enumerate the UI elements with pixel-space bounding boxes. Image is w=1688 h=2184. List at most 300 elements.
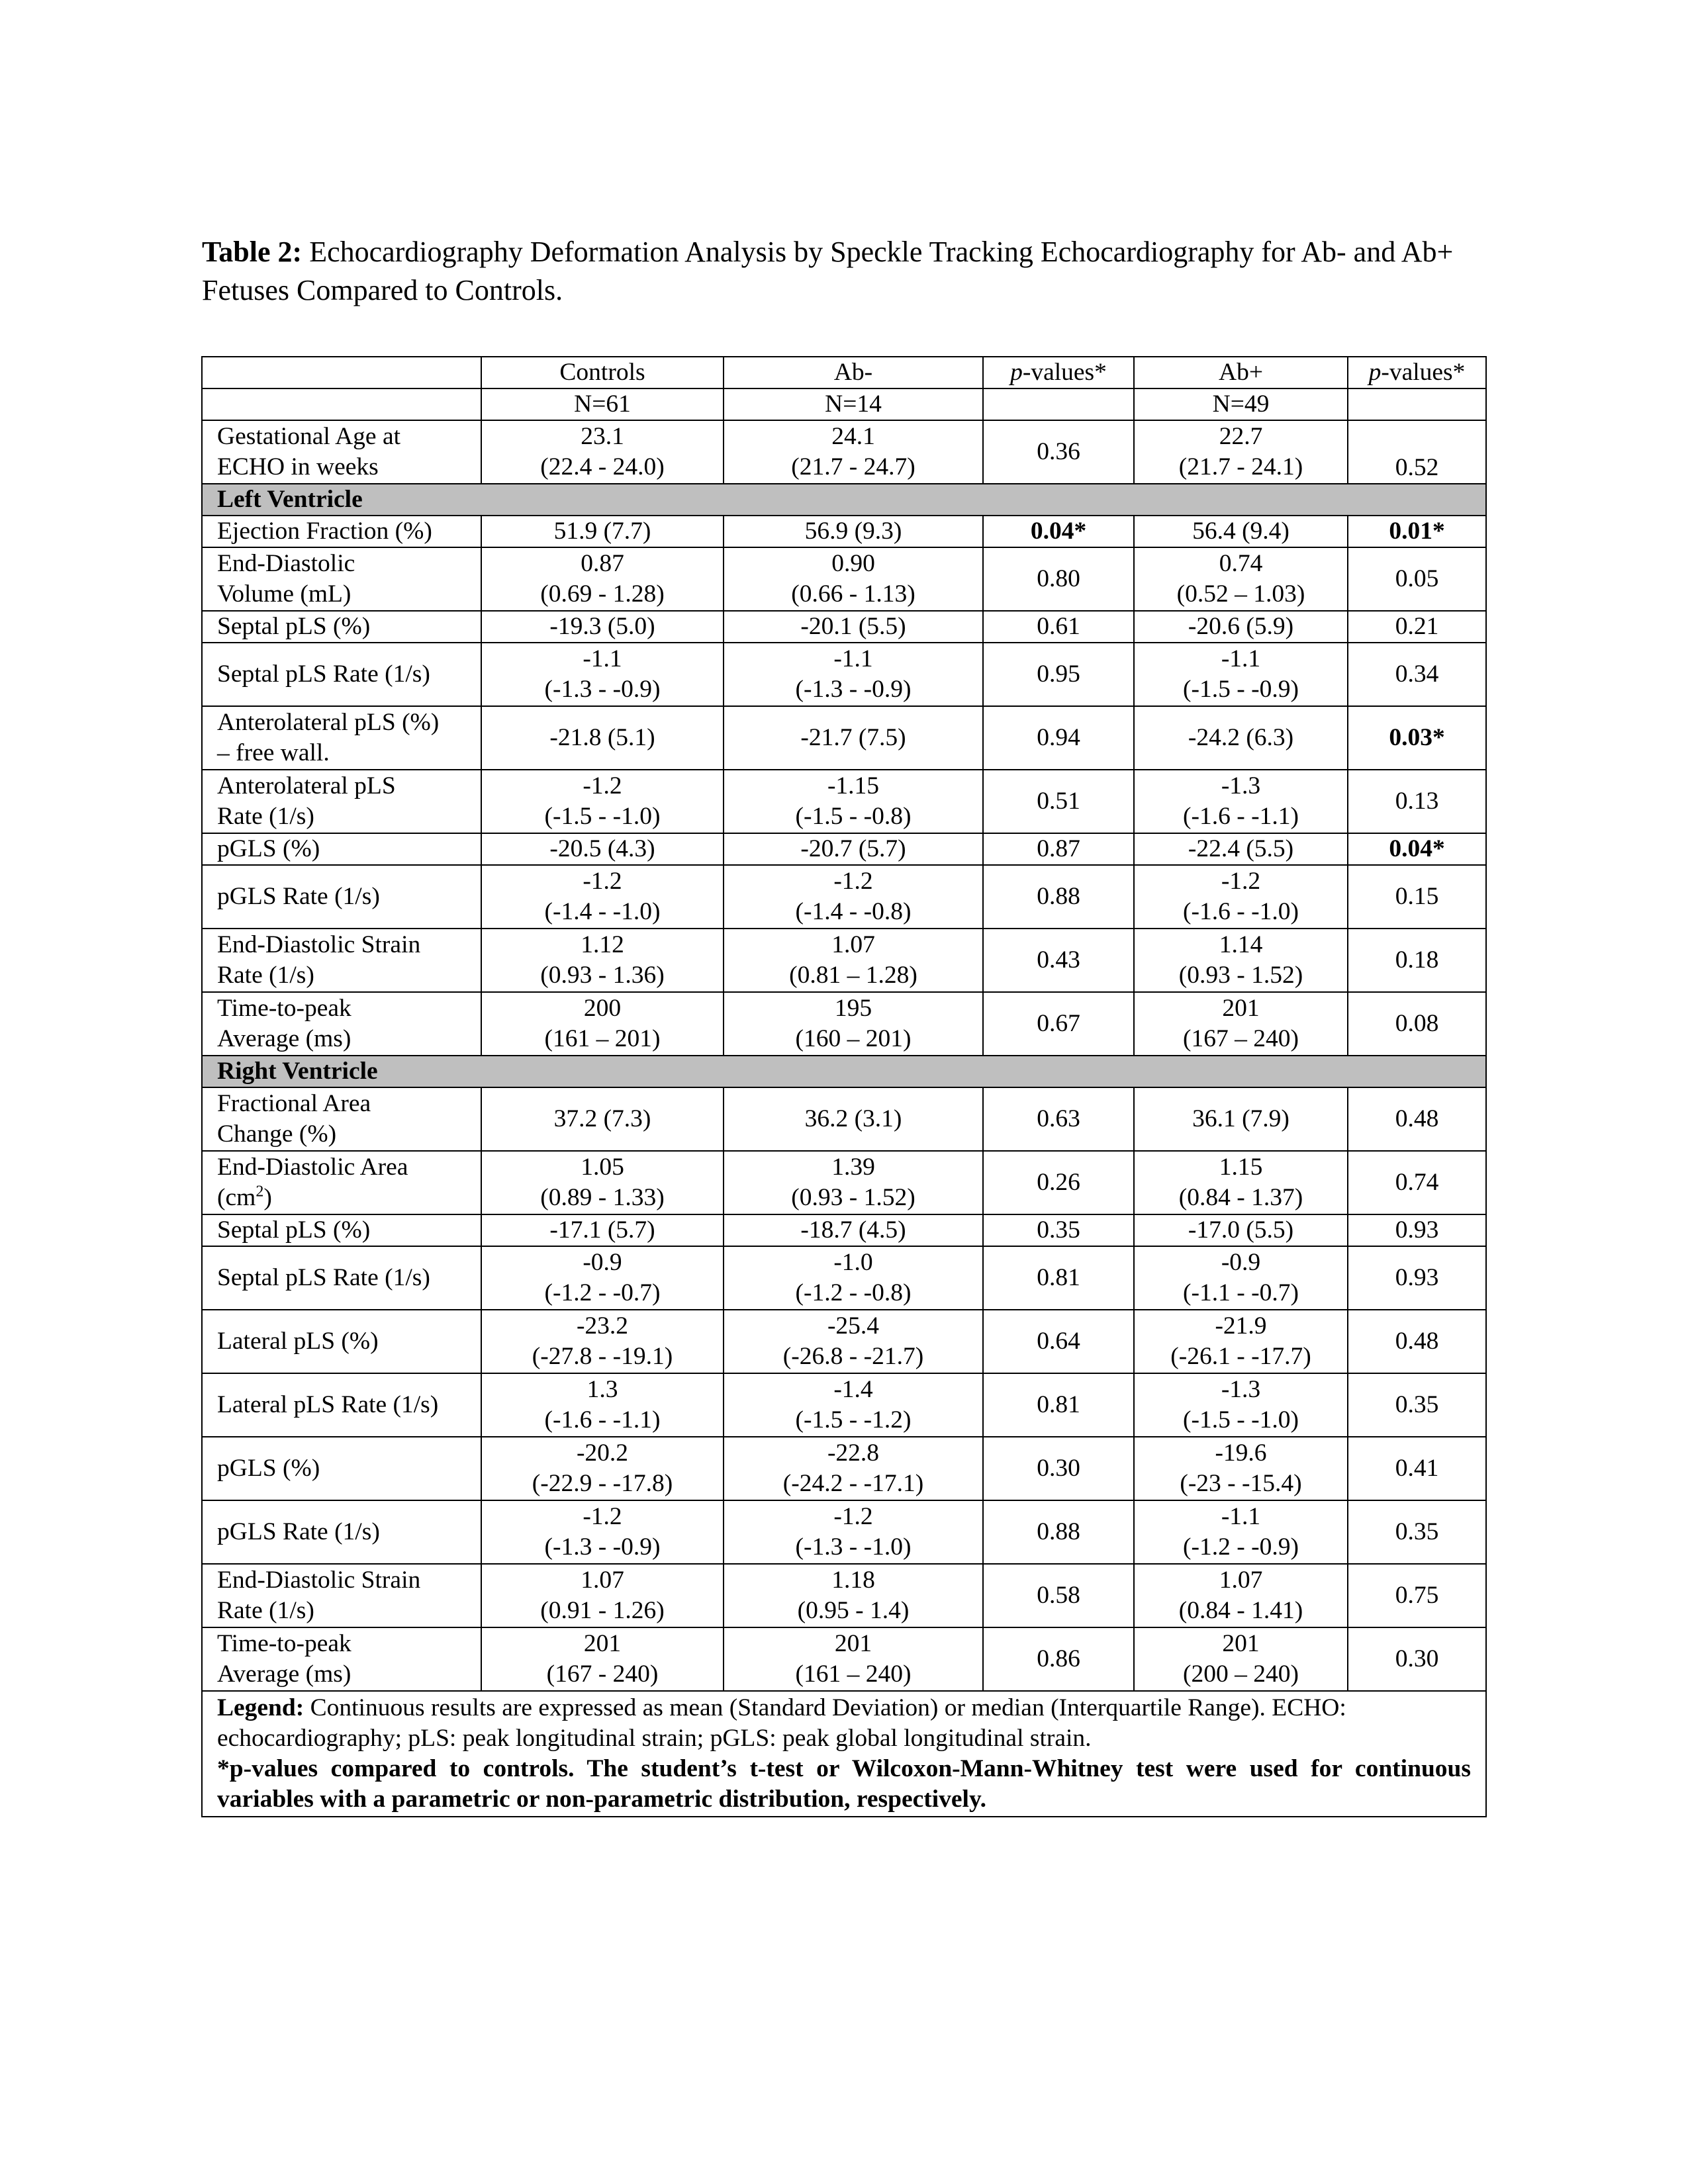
p-value-ab-neg <box>983 1564 1134 1627</box>
p-value-ab-neg <box>983 1373 1134 1437</box>
row-label <box>202 1214 481 1246</box>
right-ventricle-section-header <box>202 1056 1486 1087</box>
ab-neg-value <box>724 1214 983 1246</box>
row-label <box>202 1564 481 1627</box>
controls-value-main: -20.2 <box>576 1439 629 1467</box>
ab-neg-value-range: (0.93 - 1.52) <box>791 1184 915 1211</box>
ab-pos-value-main: 1.15 <box>1219 1154 1263 1181</box>
table-row <box>202 643 1486 706</box>
controls-value <box>481 1214 724 1246</box>
row-label <box>202 1627 481 1691</box>
p-value-ab-pos-main: 0.34 <box>1395 660 1439 688</box>
ga-ab-pos <box>1134 420 1348 484</box>
ab-neg-value <box>724 516 983 547</box>
p-value-ab-neg <box>983 706 1134 770</box>
ab-neg-value-main: 0.90 <box>831 550 875 577</box>
ab-neg-value-main: -1.2 <box>833 1503 873 1530</box>
p-value-ab-neg-main: 0.35 <box>1037 1216 1080 1244</box>
p-value-ab-pos <box>1348 992 1486 1056</box>
controls-value <box>481 516 724 547</box>
p-value-ab-pos-main: 0.01* <box>1389 518 1445 545</box>
controls-value-main: 1.12 <box>581 931 624 958</box>
controls-value <box>481 1087 724 1151</box>
controls-value <box>481 929 724 992</box>
ab-pos-value <box>1134 1087 1348 1151</box>
ab-pos-value-main: -1.1 <box>1221 645 1261 672</box>
row-label-line1: Septal pLS Rate (1/s) <box>217 660 430 688</box>
ab-neg-value <box>724 770 983 833</box>
controls-value-range: (167 - 240) <box>546 1661 659 1688</box>
ga-ab-neg <box>724 420 983 484</box>
row-label-line2: – free wall. <box>217 739 330 766</box>
row-label-line1: Fractional Area <box>217 1090 371 1117</box>
controls-value <box>481 1627 724 1691</box>
ab-pos-value-range: (200 – 240) <box>1183 1661 1299 1688</box>
row-label <box>202 706 481 770</box>
table-row <box>202 770 1486 833</box>
p-value-ab-neg <box>983 1437 1134 1500</box>
ga-controls-main: 23.1 <box>581 423 624 450</box>
row-label <box>202 1437 481 1500</box>
row-label-line1: pGLS (%) <box>217 1455 320 1482</box>
right-ventricle-section-title: Right Ventricle <box>202 1056 1486 1087</box>
table-row <box>202 516 1486 547</box>
header-empty-cell <box>202 357 481 388</box>
ab-neg-value <box>724 1627 983 1691</box>
ab-pos-value-range: (-1.6 - -1.1) <box>1183 803 1299 830</box>
controls-value-range: (0.93 - 1.36) <box>540 962 665 989</box>
n-controls: N=61 <box>481 388 724 420</box>
controls-value-main: -23.2 <box>576 1312 629 1340</box>
p-value-ab-neg-main: 0.26 <box>1037 1169 1080 1196</box>
p-value-ab-neg <box>983 1246 1134 1310</box>
row-label-line2: Rate (1/s) <box>217 962 314 989</box>
table-row <box>202 1246 1486 1310</box>
p-value-ab-neg <box>983 1087 1134 1151</box>
row-label <box>202 1246 481 1310</box>
ga-ab-neg-main: 24.1 <box>831 423 875 450</box>
ab-pos-value <box>1134 1214 1348 1246</box>
p-value-ab-pos-main: 0.48 <box>1395 1105 1439 1132</box>
ab-pos-value-main: -22.4 (5.5) <box>1188 835 1294 862</box>
ab-pos-value-range: (-1.5 - -1.0) <box>1183 1406 1299 1433</box>
ab-neg-value-main: -21.7 (7.5) <box>800 724 906 751</box>
ab-pos-value-range: (167 – 240) <box>1183 1025 1299 1052</box>
ab-neg-value-main: 56.9 (9.3) <box>804 518 902 545</box>
ab-neg-value-main: 1.07 <box>831 931 875 958</box>
ab-pos-value-range: (-23 - -15.4) <box>1180 1470 1302 1497</box>
ab-neg-value-range: (-1.5 - -0.8) <box>795 803 912 830</box>
table-row <box>202 865 1486 929</box>
controls-value-main: -1.2 <box>583 1503 622 1530</box>
row-label <box>202 770 481 833</box>
table-row <box>202 1437 1486 1500</box>
ab-neg-value-range: (-1.4 - -0.8) <box>795 898 912 925</box>
caption-text: Echocardiography Deformation Analysis by Speckle Tracking Echocardiography for Ab- and Ab+ Fetuses Compared to Controls. <box>202 236 1454 306</box>
p-value-ab-pos <box>1348 1087 1486 1151</box>
p-value-ab-neg <box>983 643 1134 706</box>
controls-value <box>481 706 724 770</box>
ab-pos-value <box>1134 929 1348 992</box>
row-label <box>202 1087 481 1151</box>
ab-pos-value <box>1134 1627 1348 1691</box>
ab-neg-value-main: 36.2 (3.1) <box>804 1105 902 1132</box>
row-label <box>202 611 481 643</box>
ab-pos-value <box>1134 1437 1348 1500</box>
controls-value-range: (-22.9 - -17.8) <box>532 1470 673 1497</box>
controls-value <box>481 1500 724 1564</box>
ab-pos-value-main: -17.0 (5.5) <box>1188 1216 1294 1244</box>
row-label-line1: Septal pLS Rate (1/s) <box>217 1264 430 1291</box>
ab-pos-value <box>1134 1564 1348 1627</box>
gestational-age-row <box>202 420 1486 484</box>
table-body <box>202 357 1486 1817</box>
p-value-ab-neg-main: 0.80 <box>1037 565 1080 592</box>
p-value-ab-pos <box>1348 1246 1486 1310</box>
p-value-ab-neg <box>983 1310 1134 1373</box>
ab-neg-value <box>724 1246 983 1310</box>
ab-pos-value-main: -24.2 (6.3) <box>1188 724 1294 751</box>
ab-neg-value <box>724 1373 983 1437</box>
controls-value <box>481 1373 724 1437</box>
p-italic: p <box>1010 359 1023 386</box>
ab-neg-value <box>724 929 983 992</box>
controls-value-main: -21.8 (5.1) <box>549 724 655 751</box>
controls-value-range: (-1.4 - -1.0) <box>544 898 661 925</box>
p-value-ab-pos-main: 0.18 <box>1395 946 1439 974</box>
row-label-line1: End-Diastolic Strain <box>217 1567 421 1594</box>
ga-ab-neg-range: (21.7 - 24.7) <box>791 453 915 480</box>
table-row <box>202 611 1486 643</box>
ab-pos-value-main: 36.1 (7.9) <box>1192 1105 1289 1132</box>
ab-neg-value-range: (0.95 - 1.4) <box>797 1597 910 1624</box>
p-value-ab-pos <box>1348 706 1486 770</box>
ab-pos-value-range: (-1.5 - -0.9) <box>1183 676 1299 703</box>
p-value-ab-pos-main: 0.93 <box>1395 1264 1439 1291</box>
p-value-ab-pos-main: 0.75 <box>1395 1582 1439 1609</box>
header-p-values-2 <box>1348 357 1486 388</box>
ab-pos-value <box>1134 1151 1348 1214</box>
ab-neg-value-main: 1.18 <box>831 1567 875 1594</box>
controls-value-range: (-1.3 - -0.9) <box>544 1533 661 1561</box>
p-value-ab-neg-main: 0.04* <box>1030 518 1087 545</box>
ga-ab-pos-main: 22.7 <box>1219 423 1263 450</box>
p-value-ab-pos-main: 0.13 <box>1395 788 1439 815</box>
ab-pos-value-main: -21.9 <box>1215 1312 1267 1340</box>
ab-neg-value-main: -20.1 (5.5) <box>800 613 906 640</box>
p-value-ab-neg-main: 0.30 <box>1037 1455 1080 1482</box>
header-row <box>202 357 1486 388</box>
ab-pos-value-main: 201 <box>1222 995 1260 1022</box>
row-label-line2: Rate (1/s) <box>217 803 314 830</box>
controls-value-main: 1.07 <box>581 1567 624 1594</box>
controls-value <box>481 643 724 706</box>
ab-neg-value <box>724 1310 983 1373</box>
p-value-ab-neg-main: 0.95 <box>1037 660 1080 688</box>
legend-cell <box>202 1691 1486 1817</box>
ab-neg-value-range: (0.66 - 1.13) <box>791 580 915 608</box>
table-row <box>202 833 1486 865</box>
ga-p2: 0.52 <box>1348 420 1486 484</box>
table-row <box>202 929 1486 992</box>
controls-value <box>481 992 724 1056</box>
p-rest: -values* <box>1022 359 1107 386</box>
p-rest: -values* <box>1381 359 1466 386</box>
row-label-line1: Septal pLS (%) <box>217 1216 371 1244</box>
ab-neg-value-range: (-1.3 - -0.9) <box>795 676 912 703</box>
p-value-ab-neg <box>983 770 1134 833</box>
table-caption <box>202 233 1493 310</box>
p-italic: p <box>1368 359 1382 386</box>
row-label-line1: End-Diastolic <box>217 550 355 577</box>
p-value-ab-neg-main: 0.88 <box>1037 1518 1080 1545</box>
p-value-ab-pos <box>1348 1627 1486 1691</box>
ab-neg-value-main: -25.4 <box>827 1312 880 1340</box>
controls-value-main: -17.1 (5.7) <box>549 1216 655 1244</box>
ab-pos-value-range: (0.84 - 1.37) <box>1178 1184 1303 1211</box>
p-value-ab-neg <box>983 929 1134 992</box>
ab-pos-value <box>1134 516 1348 547</box>
controls-value-range: (-1.5 - -1.0) <box>544 803 661 830</box>
row-label <box>202 1151 481 1214</box>
controls-value-main: 37.2 (7.3) <box>553 1105 651 1132</box>
ab-pos-value-main: -1.3 <box>1221 772 1261 799</box>
ab-neg-value <box>724 1564 983 1627</box>
ab-pos-value-range: (0.93 - 1.52) <box>1178 962 1303 989</box>
p-value-ab-pos <box>1348 1564 1486 1627</box>
row-label-line1: pGLS Rate (1/s) <box>217 883 380 910</box>
ab-neg-value-range: (-26.8 - -21.7) <box>782 1343 924 1370</box>
controls-value <box>481 547 724 611</box>
row-label-line1: Lateral pLS (%) <box>217 1328 379 1355</box>
p-value-ab-neg-main: 0.81 <box>1037 1391 1080 1418</box>
p-value-ab-neg-main: 0.94 <box>1037 724 1080 751</box>
ab-pos-value <box>1134 992 1348 1056</box>
table-row <box>202 1087 1486 1151</box>
row-label <box>202 1373 481 1437</box>
row-label-line1: Anterolateral pLS (%) <box>217 709 440 736</box>
controls-value <box>481 1310 724 1373</box>
row-label <box>202 1500 481 1564</box>
header-controls: Controls <box>481 357 724 388</box>
p-value-ab-pos <box>1348 929 1486 992</box>
p-value-ab-pos <box>1348 516 1486 547</box>
p-value-ab-pos-main: 0.30 <box>1395 1645 1439 1672</box>
p-value-ab-pos <box>1348 1214 1486 1246</box>
row-label-line1: End-Diastolic Strain <box>217 931 421 958</box>
p-value-ab-neg-main: 0.43 <box>1037 946 1080 974</box>
n-empty-cell <box>202 388 481 420</box>
controls-value-range: (161 – 201) <box>544 1025 661 1052</box>
p-value-ab-pos-main: 0.74 <box>1395 1169 1439 1196</box>
caption-label: Table 2: <box>202 236 303 268</box>
ab-pos-value-range: (-1.6 - -1.0) <box>1183 898 1299 925</box>
ab-neg-value-range: (161 – 240) <box>795 1661 912 1688</box>
n-empty-p2 <box>1348 388 1486 420</box>
p-value-ab-neg <box>983 516 1134 547</box>
p-value-ab-pos-main: 0.03* <box>1389 724 1445 751</box>
p-value-ab-pos-main: 0.04* <box>1389 835 1445 862</box>
controls-value-main: -0.9 <box>583 1249 622 1276</box>
row-label-line1: Lateral pLS Rate (1/s) <box>217 1391 439 1418</box>
controls-value-main: 1.3 <box>586 1376 618 1403</box>
ab-neg-value <box>724 706 983 770</box>
controls-value <box>481 833 724 865</box>
p-value-ab-pos-main: 0.41 <box>1395 1455 1439 1482</box>
legend-label: Legend: <box>217 1694 305 1721</box>
ab-neg-value-main: 201 <box>834 1630 872 1657</box>
ab-pos-value-main: -0.9 <box>1221 1249 1261 1276</box>
row-label-line1: Ejection Fraction (%) <box>217 518 432 545</box>
ab-neg-value <box>724 1151 983 1214</box>
p-value-ab-neg-main: 0.86 <box>1037 1645 1080 1672</box>
ab-pos-value-range: (-1.2 - -0.9) <box>1183 1533 1299 1561</box>
ab-neg-value <box>724 992 983 1056</box>
ab-neg-value-main: -22.8 <box>827 1439 880 1467</box>
ab-neg-value-range: (-1.5 - -1.2) <box>795 1406 912 1433</box>
ab-pos-value <box>1134 611 1348 643</box>
controls-value-main: 200 <box>583 995 622 1022</box>
ab-pos-value-main: -19.6 <box>1215 1439 1267 1467</box>
row-label-line1: Anterolateral pLS <box>217 772 396 799</box>
row-label-line1: Time-to-peak <box>217 995 352 1022</box>
p-value-ab-pos <box>1348 1373 1486 1437</box>
row-label <box>202 547 481 611</box>
p-value-ab-pos <box>1348 547 1486 611</box>
p-value-ab-pos-main: 0.05 <box>1395 565 1439 592</box>
controls-value-main: -1.2 <box>583 868 622 895</box>
ab-pos-value-main: 1.14 <box>1219 931 1263 958</box>
p-value-ab-neg <box>983 1500 1134 1564</box>
p-value-ab-neg-main: 0.58 <box>1037 1582 1080 1609</box>
ab-neg-value-main: -1.15 <box>827 772 880 799</box>
p-value-ab-neg-main: 0.51 <box>1037 788 1080 815</box>
n-row <box>202 388 1486 420</box>
controls-value <box>481 865 724 929</box>
ab-neg-value <box>724 1087 983 1151</box>
controls-value-range: (0.91 - 1.26) <box>540 1597 665 1624</box>
p-value-ab-pos <box>1348 833 1486 865</box>
ab-pos-value <box>1134 770 1348 833</box>
ab-pos-value-main: -1.3 <box>1221 1376 1261 1403</box>
row-label-line2: Rate (1/s) <box>217 1597 314 1624</box>
controls-value-main: -1.2 <box>583 772 622 799</box>
legend-text: Legend: Continuous results are expressed as mean (Standard Deviation) or median (Interquartile Range). ECHO: echocardiography; pLS: peak longitudinal strain; pGLS: peak global longitudinal strain. <box>217 1694 1346 1752</box>
ab-neg-value <box>724 547 983 611</box>
controls-value-main: -19.3 (5.0) <box>549 613 655 640</box>
header-p-values-1 <box>983 357 1134 388</box>
p-value-ab-neg <box>983 833 1134 865</box>
controls-value-main: 201 <box>583 1630 622 1657</box>
ab-pos-value <box>1134 1310 1348 1373</box>
ab-neg-value <box>724 1500 983 1564</box>
ab-neg-value-main: -1.2 <box>833 868 873 895</box>
row-label-line1: Septal pLS (%) <box>217 613 371 640</box>
p-value-ab-pos-main: 0.93 <box>1395 1216 1439 1244</box>
ab-neg-value-main: 1.39 <box>831 1154 875 1181</box>
row-label <box>202 1310 481 1373</box>
p-value-ab-neg-main: 0.67 <box>1037 1010 1080 1037</box>
ab-neg-value <box>724 643 983 706</box>
p-value-ab-pos-main: 0.35 <box>1395 1391 1439 1418</box>
ab-neg-value-range: (-24.2 - -17.1) <box>782 1470 924 1497</box>
row-label-line2: Volume (mL) <box>217 580 352 608</box>
ab-neg-value-main: -20.7 (5.7) <box>800 835 906 862</box>
ab-pos-value-range: (-26.1 - -17.7) <box>1170 1343 1311 1370</box>
table-row <box>202 706 1486 770</box>
ga-controls <box>481 420 724 484</box>
ab-neg-value <box>724 611 983 643</box>
row-label-line2: $(cm^2)$ <box>217 1183 272 1211</box>
row-label <box>202 992 481 1056</box>
ga-p1: 0.36 <box>983 420 1134 484</box>
left-ventricle-section-header <box>202 484 1486 516</box>
p-value-ab-neg <box>983 1627 1134 1691</box>
p-value-ab-pos <box>1348 770 1486 833</box>
ab-pos-value-main: 0.74 <box>1219 550 1263 577</box>
row-label-line2: Average (ms) <box>217 1661 352 1688</box>
table-row <box>202 1214 1486 1246</box>
table-row <box>202 547 1486 611</box>
p-value-ab-pos <box>1348 865 1486 929</box>
ab-pos-value <box>1134 833 1348 865</box>
ab-pos-value-main: -1.1 <box>1221 1503 1261 1530</box>
p-value-ab-neg-main: 0.63 <box>1037 1105 1080 1132</box>
p-value-ab-neg-main: 0.61 <box>1037 613 1080 640</box>
controls-value-main: -20.5 (4.3) <box>549 835 655 862</box>
controls-value-range: (-1.3 - -0.9) <box>544 676 661 703</box>
controls-value <box>481 611 724 643</box>
table-row <box>202 1500 1486 1564</box>
results-table <box>201 356 1487 1817</box>
p-value-ab-pos <box>1348 611 1486 643</box>
p-value-ab-pos <box>1348 643 1486 706</box>
n-ab-pos: N=49 <box>1134 388 1348 420</box>
row-label <box>202 643 481 706</box>
p-value-ab-neg <box>983 547 1134 611</box>
ab-pos-value <box>1134 1500 1348 1564</box>
row-label-line1: pGLS (%) <box>217 835 320 862</box>
row-label-line1: Time-to-peak <box>217 1630 352 1657</box>
ab-pos-value-main: -20.6 (5.9) <box>1188 613 1294 640</box>
ab-neg-value-main: 195 <box>834 995 872 1022</box>
row-label-line2: Average (ms) <box>217 1025 352 1052</box>
ab-neg-value-range: (-1.2 - -0.8) <box>795 1279 912 1306</box>
legend-note: *p-values compared to controls. The student’s t-test or Wilcoxon-Mann-Whitney test were used for continuous variables with a parametric or non-parametric distribution, respectively. <box>217 1755 1471 1813</box>
superscript: 2 <box>256 1183 264 1201</box>
ab-neg-value <box>724 1437 983 1500</box>
n-empty-p1 <box>983 388 1134 420</box>
p-value-ab-neg <box>983 992 1134 1056</box>
p-value-ab-pos <box>1348 1151 1486 1214</box>
p-value-ab-pos <box>1348 1437 1486 1500</box>
p-value-ab-neg <box>983 865 1134 929</box>
controls-value <box>481 770 724 833</box>
p-value-ab-neg-main: 0.88 <box>1037 883 1080 910</box>
row-label <box>202 516 481 547</box>
ga-ab-pos-range: (21.7 - 24.1) <box>1178 453 1303 480</box>
p-value-ab-neg <box>983 1151 1134 1214</box>
p-value-ab-pos <box>1348 1500 1486 1564</box>
table-row <box>202 1627 1486 1691</box>
row-label-line1: pGLS Rate (1/s) <box>217 1518 380 1545</box>
ab-pos-value-main: 56.4 (9.4) <box>1192 518 1289 545</box>
ab-pos-value-range: (-1.1 - -0.7) <box>1183 1279 1299 1306</box>
controls-value-range: (-27.8 - -19.1) <box>532 1343 673 1370</box>
ab-pos-value-main: -1.2 <box>1221 868 1261 895</box>
controls-value <box>481 1151 724 1214</box>
p-value-ab-neg-main: 0.87 <box>1037 835 1080 862</box>
